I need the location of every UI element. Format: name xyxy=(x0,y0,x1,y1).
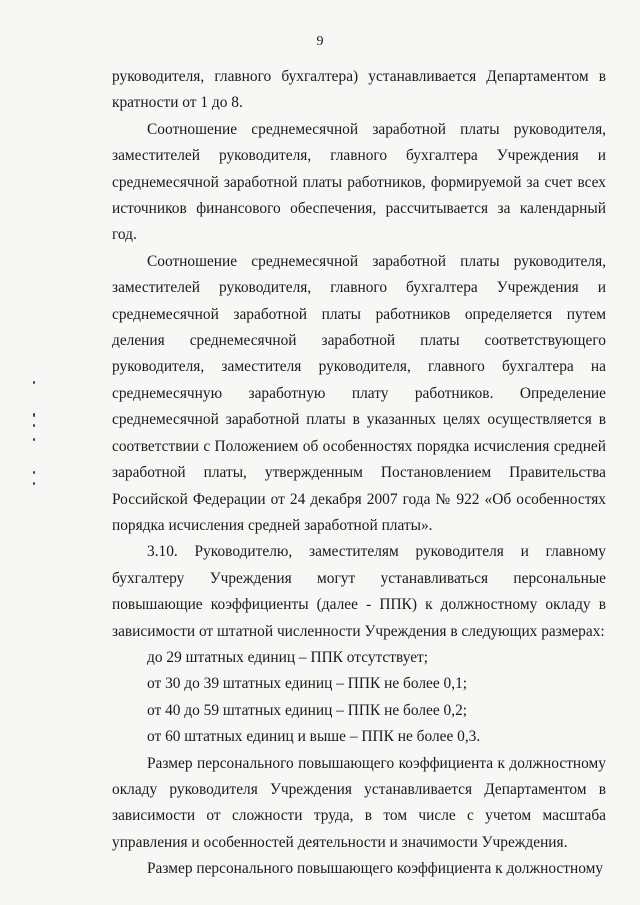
scan-artifact xyxy=(33,482,35,485)
list-item: от 40 до 59 штатных единиц – ППК не более 0,2; xyxy=(147,701,468,719)
list-item: от 30 до 39 штатных единиц – ППК не более 0,1; xyxy=(147,675,468,693)
paragraph-section-3-10: 3.10. Руководителю, заместителям руководителя и главному бухгалтеру Учреждения могут устанавливаться персональные повышающие коэффициенты (далее - ППК) к должностному окладу в зависимости от штатной численности Учреждения в следующих размерах: xyxy=(112,543,606,640)
document-body xyxy=(112,64,606,883)
list-item: от 60 штатных единиц и выше – ППК не более 0,3. xyxy=(147,728,481,746)
scan-artifact xyxy=(33,438,35,441)
page-number: 9 xyxy=(316,34,324,49)
scan-artifact xyxy=(33,413,35,417)
paragraph: Соотношение среднемесячной заработной платы руководителя, заместителей руководителя, главного бухгалтера Учреждения и среднемесячной заработной платы работников, формируемой за счет всех источников финансового обеспечения, рассчитывается за календарный год. xyxy=(112,120,606,244)
paragraph: Соотношение среднемесячной заработной платы руководителя, заместителей руководителя, главного бухгалтера Учреждения и среднемесячной заработной платы работников определяется путем деления среднемесячной заработной платы соответствующего руководителя, заместителя руководителя, главного бухгалтера на среднемесячную заработную плату работников. Определение среднемесячной заработной платы в указанных целях осуществляется в соответствии с Положением об особенностях порядка исчисления средней заработной платы, утвержденным Постановлением Правительства Российской Федерации от 24 декабря 2007 года № 922 «Об особенностях порядка исчисления средней заработной платы». xyxy=(112,252,606,534)
scan-artifact xyxy=(33,424,35,427)
list-item: до 29 штатных единиц – ППК отсутствует; xyxy=(147,648,429,666)
paragraph: руководителя, главного бухгалтера) устанавливается Департаментом в кратности от 1 до 8. xyxy=(112,68,606,112)
paragraph: Размер персонального повышающего коэффициента к должностному xyxy=(147,860,604,878)
paragraph: Размер персонального повышающего коэффициента к должностному окладу руководителя Учреждения устанавливается Департаментом в зависимости от сложности труда, в том числе с учетом масштаба управления и особенностей деятельности и значимости Учреждения. xyxy=(112,754,606,851)
scan-artifact xyxy=(33,381,35,384)
scan-artifact xyxy=(33,471,35,474)
